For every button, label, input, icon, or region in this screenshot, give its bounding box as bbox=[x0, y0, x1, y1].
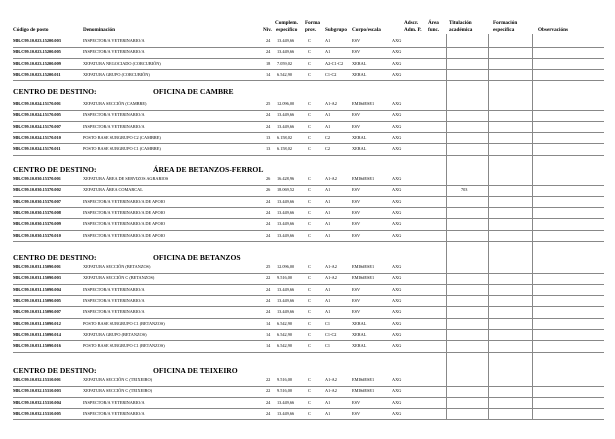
header-especifica: específica bbox=[493, 27, 515, 33]
cell-corpo-escala: XERAL bbox=[352, 320, 367, 326]
cell-codigo: MR.C99.10.031.15090.016 bbox=[13, 343, 61, 349]
cell-codigo: MR.C99.10.030.15370.001 bbox=[13, 176, 61, 181]
cell-denominacion: INSPECTOR/A VETERINARIO/A bbox=[83, 410, 145, 416]
cell-corpo-escala: EMIS#ESE1 bbox=[352, 264, 375, 269]
cell-nivel: 24 bbox=[266, 309, 271, 315]
cell-adscripcion: AXG bbox=[392, 209, 402, 215]
cell-nivel: 22 bbox=[266, 275, 271, 281]
row-separator bbox=[13, 155, 604, 156]
centro-destino-name: ÁREA DE BETANZOS-FERROL bbox=[153, 165, 264, 174]
cell-subgrupo: A1 bbox=[325, 297, 331, 303]
cell-subgrupo: A1-A2 bbox=[325, 176, 337, 181]
cell-codigo: MR.C99.10.031.15090.012 bbox=[13, 320, 61, 326]
cell-complemento: 16.428,96 bbox=[277, 176, 295, 181]
cell-adscripcion: AXG bbox=[392, 49, 402, 55]
cell-adscripcion: AXG bbox=[392, 264, 402, 269]
cell-forma-provision: C bbox=[308, 146, 311, 152]
cell-forma-provision: C bbox=[308, 60, 311, 66]
cell-corpo-escala: EMIS#ESE1 bbox=[352, 101, 375, 106]
cell-nivel: 14 bbox=[266, 331, 271, 337]
cell-adscripcion: AXG bbox=[392, 123, 402, 129]
cell-corpo-escala: ESV bbox=[352, 399, 361, 405]
cell-forma-provision: C bbox=[308, 198, 311, 204]
cell-adscripcion: AXG bbox=[392, 410, 402, 416]
cell-subgrupo: C2 bbox=[325, 134, 331, 140]
cell-denominacion: INSPECTOR/A VETERINARIO/A bbox=[83, 123, 145, 129]
cell-denominacion: XEFATURA NEGOCIADO (CORCUBIÓN) bbox=[83, 60, 161, 66]
cell-codigo: MR.C99.10.031.15090.004 bbox=[13, 286, 61, 292]
cell-forma-provision: C bbox=[308, 71, 311, 77]
cell-corpo-escala: XERAL bbox=[352, 331, 367, 337]
cell-codigo: MR.C99.10.024.15170.007 bbox=[13, 123, 61, 129]
header-observacions: Observacións bbox=[538, 27, 568, 33]
cell-corpo-escala: ESV bbox=[352, 187, 361, 193]
cell-codigo: MR.C99.10.032.15310.005 bbox=[13, 410, 61, 416]
cell-subgrupo: C1 bbox=[325, 343, 331, 349]
header-adm: Adm. P. bbox=[404, 27, 422, 33]
cell-nivel: 24 bbox=[266, 221, 271, 227]
cell-denominacion: INSPECTOR/A VETERINARIO/A DE APOIO bbox=[83, 232, 166, 238]
cell-codigo: MR.C99.10.030.15370.010 bbox=[13, 232, 61, 238]
cell-denominacion: INSPECTOR/A VETERINARIO/A bbox=[83, 399, 145, 405]
cell-subgrupo: A1 bbox=[325, 286, 331, 292]
cell-subgrupo: A1 bbox=[325, 38, 331, 43]
cell-corpo-escala: EMIS#ESE1 bbox=[352, 377, 375, 382]
cell-forma-provision: C bbox=[308, 112, 311, 118]
cell-subgrupo: A1 bbox=[325, 399, 331, 405]
cell-subgrupo: A1-A2 bbox=[325, 101, 337, 106]
centro-destino-label: CENTRO DE DESTINO: bbox=[13, 165, 97, 174]
centro-destino-label: CENTRO DE DESTINO: bbox=[13, 366, 97, 375]
cell-denominacion: POSTO BASE SUBGRUPO C1 (BETANZOS) bbox=[83, 320, 165, 326]
cell-subgrupo: A1-A2 bbox=[325, 388, 337, 394]
cell-codigo: MR.C99.10.023.15200.003 bbox=[13, 38, 61, 43]
cell-complemento: 13.449,66 bbox=[277, 309, 295, 315]
cell-adscripcion: AXG bbox=[392, 221, 402, 227]
cell-complemento: 12.096,00 bbox=[277, 264, 295, 269]
cell-denominacion: POSTO BASE SUBGRUPO C1 (BETANZOS) bbox=[83, 343, 165, 349]
cell-nivel: 24 bbox=[266, 38, 271, 43]
header-codigo: Código de posto bbox=[13, 27, 49, 33]
cell-adscripcion: AXG bbox=[392, 112, 402, 118]
cell-forma-provision: C bbox=[308, 221, 311, 227]
cell-subgrupo: C1 bbox=[325, 320, 331, 326]
centro-destino-label: CENTRO DE DESTINO: bbox=[13, 253, 97, 262]
cell-codigo: MR.C99.10.023.15200.011 bbox=[13, 71, 61, 77]
cell-codigo: MR.C99.10.031.15090.014 bbox=[13, 331, 61, 337]
cell-denominacion: POSTO BASE SUBGRUPO C2 (CAMBRE) bbox=[83, 134, 161, 140]
cell-adscripcion: AXG bbox=[392, 232, 402, 238]
cell-complemento: 13.449,66 bbox=[277, 286, 295, 292]
cell-nivel: 24 bbox=[266, 399, 271, 405]
cell-forma-provision: C bbox=[308, 123, 311, 129]
cell-corpo-escala: EMIS#ESE1 bbox=[352, 275, 375, 281]
cell-nivel: 14 bbox=[266, 320, 271, 326]
cell-denominacion: XEFATURA SECCIÓN (CAMBRE) bbox=[83, 101, 147, 106]
cell-denominacion: XEFATURA SECCIÓN C (BETANZOS) bbox=[83, 275, 155, 281]
cell-subgrupo: A1 bbox=[325, 232, 331, 238]
cell-forma-provision: C bbox=[308, 209, 311, 215]
cell-corpo-escala: XERAL bbox=[352, 71, 367, 77]
cell-complemento: 6.542,90 bbox=[277, 343, 293, 349]
cell-corpo-escala: ESV bbox=[352, 123, 361, 129]
cell-subgrupo: A1 bbox=[325, 221, 331, 227]
cell-adscripcion: AXG bbox=[392, 134, 402, 140]
cell-nivel: 24 bbox=[266, 297, 271, 303]
cell-adscripcion: AXG bbox=[392, 343, 402, 349]
cell-codigo: MR.C99.10.032.15310.003 bbox=[13, 388, 61, 394]
cell-codigo: MR.C99.10.030.15370.008 bbox=[13, 209, 61, 215]
cell-subgrupo: A1-A2 bbox=[325, 275, 337, 281]
cell-denominacion: XEFATURA ÁREA DE SERVIZOS AGRARIOS bbox=[83, 176, 169, 181]
cell-subgrupo: A1 bbox=[325, 198, 331, 204]
header-formacion: Formación bbox=[493, 20, 518, 26]
cell-adscripcion: AXG bbox=[392, 309, 402, 315]
cell-codigo: MR.C99.10.032.15310.001 bbox=[13, 377, 61, 382]
cell-forma-provision: C bbox=[308, 309, 311, 315]
cell-adscripcion: AXG bbox=[392, 101, 402, 106]
cell-complemento: 12.096,00 bbox=[277, 101, 295, 106]
cell-forma-provision: C bbox=[308, 275, 311, 281]
cell-subgrupo: C1-C2 bbox=[325, 71, 337, 77]
header-prov: prov. bbox=[305, 27, 317, 33]
cell-nivel: 24 bbox=[266, 232, 271, 238]
cell-denominacion: INSPECTOR/A VETERINARIO/A bbox=[83, 49, 145, 55]
cell-codigo: MR.C99.10.031.15090.007 bbox=[13, 309, 61, 315]
cell-denominacion: POSTO BASE SUBGRUPO C1 (CAMBRE) bbox=[83, 146, 161, 152]
cell-nivel: 18 bbox=[266, 60, 271, 66]
cell-forma-provision: C bbox=[308, 101, 311, 106]
cell-adscripcion: AXG bbox=[392, 286, 402, 292]
cell-complemento: 9.516,00 bbox=[277, 377, 293, 382]
cell-complemento: 9.516,00 bbox=[277, 275, 293, 281]
cell-nivel: 24 bbox=[266, 49, 271, 55]
cell-corpo-escala: ESV bbox=[352, 38, 361, 43]
cell-forma-provision: C bbox=[308, 399, 311, 405]
cell-complemento: 6.542,90 bbox=[277, 331, 293, 337]
cell-corpo-escala: ESV bbox=[352, 309, 361, 315]
cell-forma-provision: C bbox=[308, 232, 311, 238]
header-niv: Niv. bbox=[263, 27, 272, 33]
centro-destino-name: OFICINA DE CAMBRE bbox=[153, 87, 234, 96]
cell-subgrupo: A1-A2 bbox=[325, 377, 337, 382]
cell-subgrupo: A1 bbox=[325, 187, 331, 193]
cell-codigo: MR.C99.10.030.15370.002 bbox=[13, 187, 61, 193]
cell-forma-provision: C bbox=[308, 176, 311, 181]
cell-nivel: 24 bbox=[266, 198, 271, 204]
cell-codigo: MR.C99.10.031.15090.001 bbox=[13, 264, 61, 269]
cell-forma-provision: C bbox=[308, 410, 311, 416]
cell-corpo-escala: ESV bbox=[352, 286, 361, 292]
cell-subgrupo: C1-C2 bbox=[325, 331, 337, 337]
cell-codigo: MR.C99.10.031.15090.003 bbox=[13, 275, 61, 281]
cell-codigo: MR.C99.10.031.15090.005 bbox=[13, 297, 61, 303]
cell-denominacion: INSPECTOR/A VETERINARIO/A bbox=[83, 286, 145, 292]
cell-corpo-escala: EMIS#ESE1 bbox=[352, 176, 375, 181]
header-complem: Complem. bbox=[275, 20, 298, 26]
cell-adscripcion: AXG bbox=[392, 60, 402, 66]
cell-codigo: MR.C99.10.023.15200.005 bbox=[13, 49, 61, 55]
cell-corpo-escala: XERAL bbox=[352, 60, 367, 66]
cell-subgrupo: A1 bbox=[325, 123, 331, 129]
centro-destino-name: OFICINA DE TEIXEIRO bbox=[153, 366, 238, 375]
centro-destino-label: CENTRO DE DESTINO: bbox=[13, 87, 97, 96]
cell-nivel: 24 bbox=[266, 209, 271, 215]
column-rule bbox=[446, 34, 447, 419]
cell-adscripcion: AXG bbox=[392, 187, 402, 193]
cell-complemento: 6.542,90 bbox=[277, 320, 293, 326]
cell-subgrupo: C2 bbox=[325, 146, 331, 152]
cell-corpo-escala: ESV bbox=[352, 221, 361, 227]
cell-nivel: 13 bbox=[266, 134, 271, 140]
cell-denominacion: XEFATURA GRUPO (CORCUBIÓN) bbox=[83, 71, 150, 77]
cell-codigo: MR.C99.10.024.15170.005 bbox=[13, 112, 61, 118]
cell-adscripcion: AXG bbox=[392, 297, 402, 303]
cell-complemento: 13.449,66 bbox=[277, 410, 295, 416]
cell-codigo: MR.C99.10.023.15200.009 bbox=[13, 60, 61, 66]
cell-codigo: MR.C99.10.024.15170.001 bbox=[13, 101, 61, 106]
cell-complemento: 13.449,66 bbox=[277, 399, 295, 405]
cell-adscripcion: AXG bbox=[392, 275, 402, 281]
cell-codigo: MR.C99.10.032.15310.004 bbox=[13, 399, 61, 405]
cell-subgrupo: A1 bbox=[325, 49, 331, 55]
cell-nivel: 13 bbox=[266, 146, 271, 152]
cell-complemento: 13.449,66 bbox=[277, 221, 295, 227]
cell-corpo-escala: ESV bbox=[352, 112, 361, 118]
header-corpo: Corpo/escala bbox=[352, 27, 381, 33]
cell-denominacion: XEFATURA SECCIÓN C (TEIXEIRO) bbox=[83, 388, 153, 394]
cell-nivel: 22 bbox=[266, 377, 271, 382]
row-separator bbox=[13, 419, 604, 420]
cell-complemento: 18.069,52 bbox=[277, 187, 295, 193]
cell-forma-provision: C bbox=[308, 264, 311, 269]
cell-corpo-escala: ESV bbox=[352, 410, 361, 416]
cell-complemento: 13.449,66 bbox=[277, 198, 295, 204]
cell-corpo-escala: XERAL bbox=[352, 343, 367, 349]
cell-denominacion: INSPECTOR/A VETERINARIO/A bbox=[83, 38, 145, 43]
cell-adscripcion: AXG bbox=[392, 146, 402, 152]
cell-nivel: 24 bbox=[266, 112, 271, 118]
cell-forma-provision: C bbox=[308, 343, 311, 349]
cell-adscripcion: AXG bbox=[392, 71, 402, 77]
cell-complemento: 13.449,66 bbox=[277, 123, 295, 129]
cell-forma-provision: C bbox=[308, 320, 311, 326]
cell-complemento: 13.449,66 bbox=[277, 49, 295, 55]
cell-denominacion: INSPECTOR/A VETERINARIO/A bbox=[83, 112, 145, 118]
cell-complemento: 6.158,02 bbox=[277, 134, 293, 140]
cell-denominacion: XEFATURA ÁREA COMARCAL bbox=[83, 187, 143, 193]
cell-nivel: 26 bbox=[266, 176, 271, 181]
cell-adscripcion: AXG bbox=[392, 399, 402, 405]
cell-corpo-escala: ESV bbox=[352, 297, 361, 303]
cell-codigo: MR.C99.10.024.15170.010 bbox=[13, 134, 61, 140]
cell-subgrupo: A2-C1-C2 bbox=[325, 60, 344, 66]
header-titulacion: Titulación bbox=[449, 20, 472, 26]
cell-adscripcion: AXG bbox=[392, 388, 402, 394]
row-separator bbox=[13, 80, 604, 81]
header-forma: Forma bbox=[305, 20, 320, 26]
header-subgrupo: Subgrupo bbox=[325, 27, 347, 33]
cell-denominacion: XEFATURA SECCIÓN (BETANZOS) bbox=[83, 264, 151, 269]
row-separator bbox=[13, 241, 604, 242]
cell-nivel: 14 bbox=[266, 71, 271, 77]
header-academica: académica bbox=[449, 27, 473, 33]
cell-codigo: MR.C99.10.024.15170.011 bbox=[13, 146, 61, 152]
cell-corpo-escala: ESV bbox=[352, 232, 361, 238]
cell-corpo-escala: ESV bbox=[352, 49, 361, 55]
cell-complemento: 6.542,90 bbox=[277, 71, 293, 77]
cell-forma-provision: C bbox=[308, 331, 311, 337]
cell-nivel: 24 bbox=[266, 410, 271, 416]
cell-complemento: 13.449,66 bbox=[277, 38, 295, 43]
cell-denominacion: INSPECTOR/A VETERINARIO/A DE APOIO bbox=[83, 198, 166, 204]
cell-adscripcion: AXG bbox=[392, 38, 402, 43]
cell-forma-provision: C bbox=[308, 49, 311, 55]
cell-nivel: 25 bbox=[266, 101, 271, 106]
cell-subgrupo: A1 bbox=[325, 112, 331, 118]
cell-corpo-escala: XERAL bbox=[352, 134, 367, 140]
cell-adscripcion: AXG bbox=[392, 198, 402, 204]
header-func: func. bbox=[428, 27, 440, 33]
header-denominacion: Denominación bbox=[83, 27, 115, 33]
cell-corpo-escala: ESV bbox=[352, 198, 361, 204]
cell-denominacion: INSPECTOR/A VETERINARIO/A DE APOIO bbox=[83, 221, 166, 227]
cell-complemento: 13.449,66 bbox=[277, 232, 295, 238]
cell-nivel: 24 bbox=[266, 286, 271, 292]
cell-nivel: 14 bbox=[266, 343, 271, 349]
cell-forma-provision: C bbox=[308, 134, 311, 140]
cell-denominacion: INSPECTOR/A VETERINARIO/A bbox=[83, 309, 145, 315]
cell-complemento: 13.449,66 bbox=[277, 297, 295, 303]
cell-denominacion: INSPECTOR/A VETERINARIO/A DE APOIO bbox=[83, 209, 166, 215]
column-rule bbox=[532, 34, 533, 419]
cell-denominacion: XEFATURA GRUPO (BETANZOS) bbox=[83, 331, 147, 337]
cell-forma-provision: C bbox=[308, 286, 311, 292]
cell-codigo: MR.C99.10.030.15370.007 bbox=[13, 198, 61, 204]
cell-nivel: 26 bbox=[266, 187, 271, 193]
cell-complemento: 13.449,66 bbox=[277, 112, 295, 118]
cell-subgrupo: A1 bbox=[325, 410, 331, 416]
cell-corpo-escala: EMIS#ESE1 bbox=[352, 388, 375, 394]
cell-forma-provision: C bbox=[308, 297, 311, 303]
cell-forma-provision: C bbox=[308, 187, 311, 193]
cell-complemento: 13.449,66 bbox=[277, 209, 295, 215]
cell-subgrupo: A1 bbox=[325, 309, 331, 315]
cell-nivel: 24 bbox=[266, 123, 271, 129]
cell-complemento: 6.158,02 bbox=[277, 146, 293, 152]
cell-subgrupo: A1-A2 bbox=[325, 264, 337, 269]
cell-forma-provision: C bbox=[308, 388, 311, 394]
header-area: Área bbox=[428, 20, 439, 26]
cell-complemento: 9.516,00 bbox=[277, 388, 293, 394]
cell-denominacion: INSPECTOR/A VETERINARIO/A bbox=[83, 297, 145, 303]
cell-corpo-escala: ESV bbox=[352, 209, 361, 215]
cell-adscripcion: AXG bbox=[392, 331, 402, 337]
column-rule bbox=[488, 34, 489, 419]
cell-codigo: MR.C99.10.030.15370.009 bbox=[13, 221, 61, 227]
row-separator bbox=[13, 352, 604, 353]
cell-complemento: 7.059,02 bbox=[277, 60, 293, 66]
cell-nivel: 22 bbox=[266, 388, 271, 394]
cell-forma-provision: C bbox=[308, 377, 311, 382]
cell-denominacion: XEFATURA SECCIÓN C (TEIXEIRO) bbox=[83, 377, 153, 382]
cell-observacions: 703 bbox=[461, 187, 468, 193]
centro-destino-name: OFICINA DE BETANZOS bbox=[153, 253, 241, 262]
cell-adscripcion: AXG bbox=[392, 320, 402, 326]
header-especifico: específico bbox=[276, 27, 298, 33]
cell-subgrupo: A1 bbox=[325, 209, 331, 215]
cell-corpo-escala: XERAL bbox=[352, 146, 367, 152]
header-adscr: Adscr. bbox=[404, 20, 419, 26]
cell-adscripcion: AXG bbox=[392, 176, 402, 181]
cell-adscripcion: AXG bbox=[392, 377, 402, 382]
cell-nivel: 25 bbox=[266, 264, 271, 269]
cell-forma-provision: C bbox=[308, 38, 311, 43]
